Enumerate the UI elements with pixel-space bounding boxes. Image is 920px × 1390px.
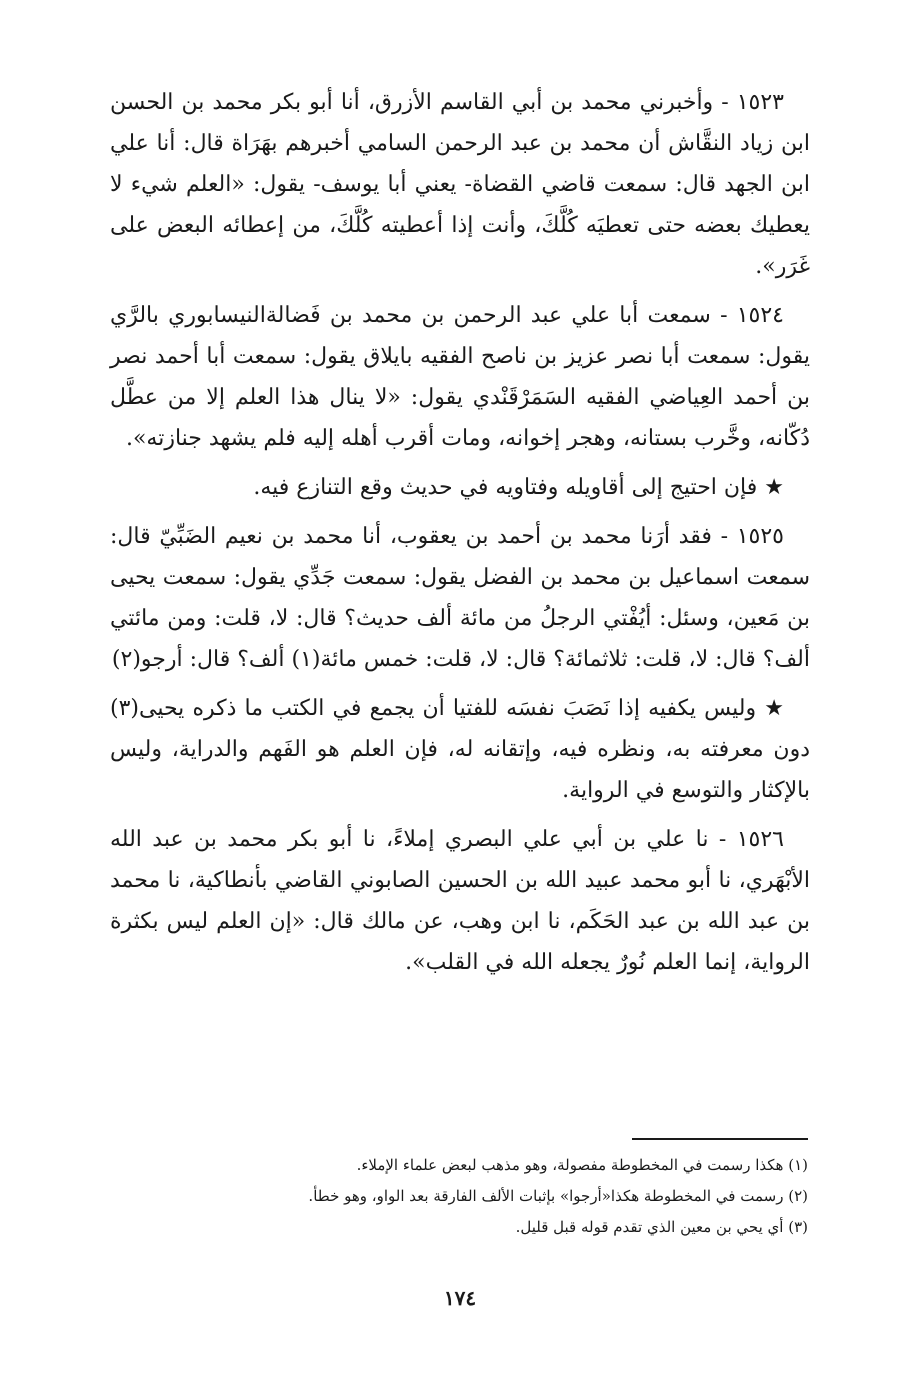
paragraph-1523: ١٥٢٣ - وأخبرني محمد بن أبي القاسم الأزرق، أنا أبو بكر محمد بن الحسن ابن زياد النقَّاش أن محمد بن عبد الرحمن السامي أخبرهم بهَرَاة قال: أنا علي ابن الجهد قال: سمعت قاضي القضاة- يعني أبا يوسف- يقول: «العلم شيء لا يعطيك بعضه حتى تعطيَه كُلَّكَ، وأنت إذا أعطيته كُلَّكَ، من إعطائه البعض على غَرَر». [110, 90, 810, 279]
footnote-2: (٢) رسمت في المخطوطة هكذا«أرجوا» بإثبات الألف الفارقة بعد الواو، وهو خطأ. [308, 1187, 808, 1205]
footnote-3: (٣) أي يحي بن معين الذي تقدم قوله قبل قليل. [515, 1218, 808, 1236]
paragraph-1525: ١٥٢٥ - فقد أرَنا محمد بن أحمد بن يعقوب، أنا محمد بن نعيم الضَبِّيّ قال: سمعت اسماعيل بن محمد بن الفضل يقول: سمعت جَدِّي يقول: سمعت يحيى بن مَعين، وسئل: أيُفْتي الرجلُ من مائة ألف حديث؟ قال: لا، قلت: ومن مائتي ألف؟ قال: لا، قلت: ثلاثمائة؟ قال: لا، قلت: خمس مائة(١) ألف؟ قال: أرجو(٢) [110, 524, 810, 672]
page-number: ١٧٤ [443, 1286, 477, 1310]
paragraph-1526: ١٥٢٦ - نا علي بن أبي علي البصري إملاءً، نا أبو بكر محمد بن عبد الله الأبْهَري، نا أبو محمد عبيد الله بن الحسين الصابوني القاضي بأنطاكية، نا محمد بن عبد الله بن عبد الحَكَم، نا ابن وهب، عن مالك قال: «إن العلم ليس بكثرة الرواية، إنما العلم نُورٌ يجعله الله في القلب». [110, 827, 810, 975]
footnotes [240, 1150, 808, 1243]
footnote-divider [632, 1138, 808, 1140]
note-paragraph: ★ فإن احتيج إلى أقاويله وفتاويه في حديث وقع التنازع فيه. [253, 475, 784, 500]
footnote-1: (١) هكذا رسمت في المخطوطة مفصولة، وهو مذهب لبعض علماء الإملاء. [356, 1156, 808, 1174]
paragraph-1524: ١٥٢٤ - سمعت أبا علي عبد الرحمن بن محمد بن فَضالةالنيسابوري بالرَّي يقول: سمعت أبا نصر عزيز بن ناصح الفقيه بايلاق يقول: سمعت أبا أحمد نصر بن أحمد العِياضي الفقيه السَمَرْقَنْدي يقول: «لا ينال هذا العلم إلا من عطَّل دُكّانه، وخَّرب بستانه، وهجر إخوانه، ومات أقرب أهله إليه فلم يشهد جنازته». [110, 303, 810, 451]
note-paragraph: ★ وليس يكفيه إذا نَصَبَ نفسَه للفتيا أن يجمع في الكتب ما ذكره يحيى(٣) دون معرفته به، ونظره فيه، وإتقانه له، فإن العلم هو الفَهم والدراية، وليس بالإكثار والتوسع في الرواية. [110, 696, 810, 803]
main-text [110, 82, 810, 991]
